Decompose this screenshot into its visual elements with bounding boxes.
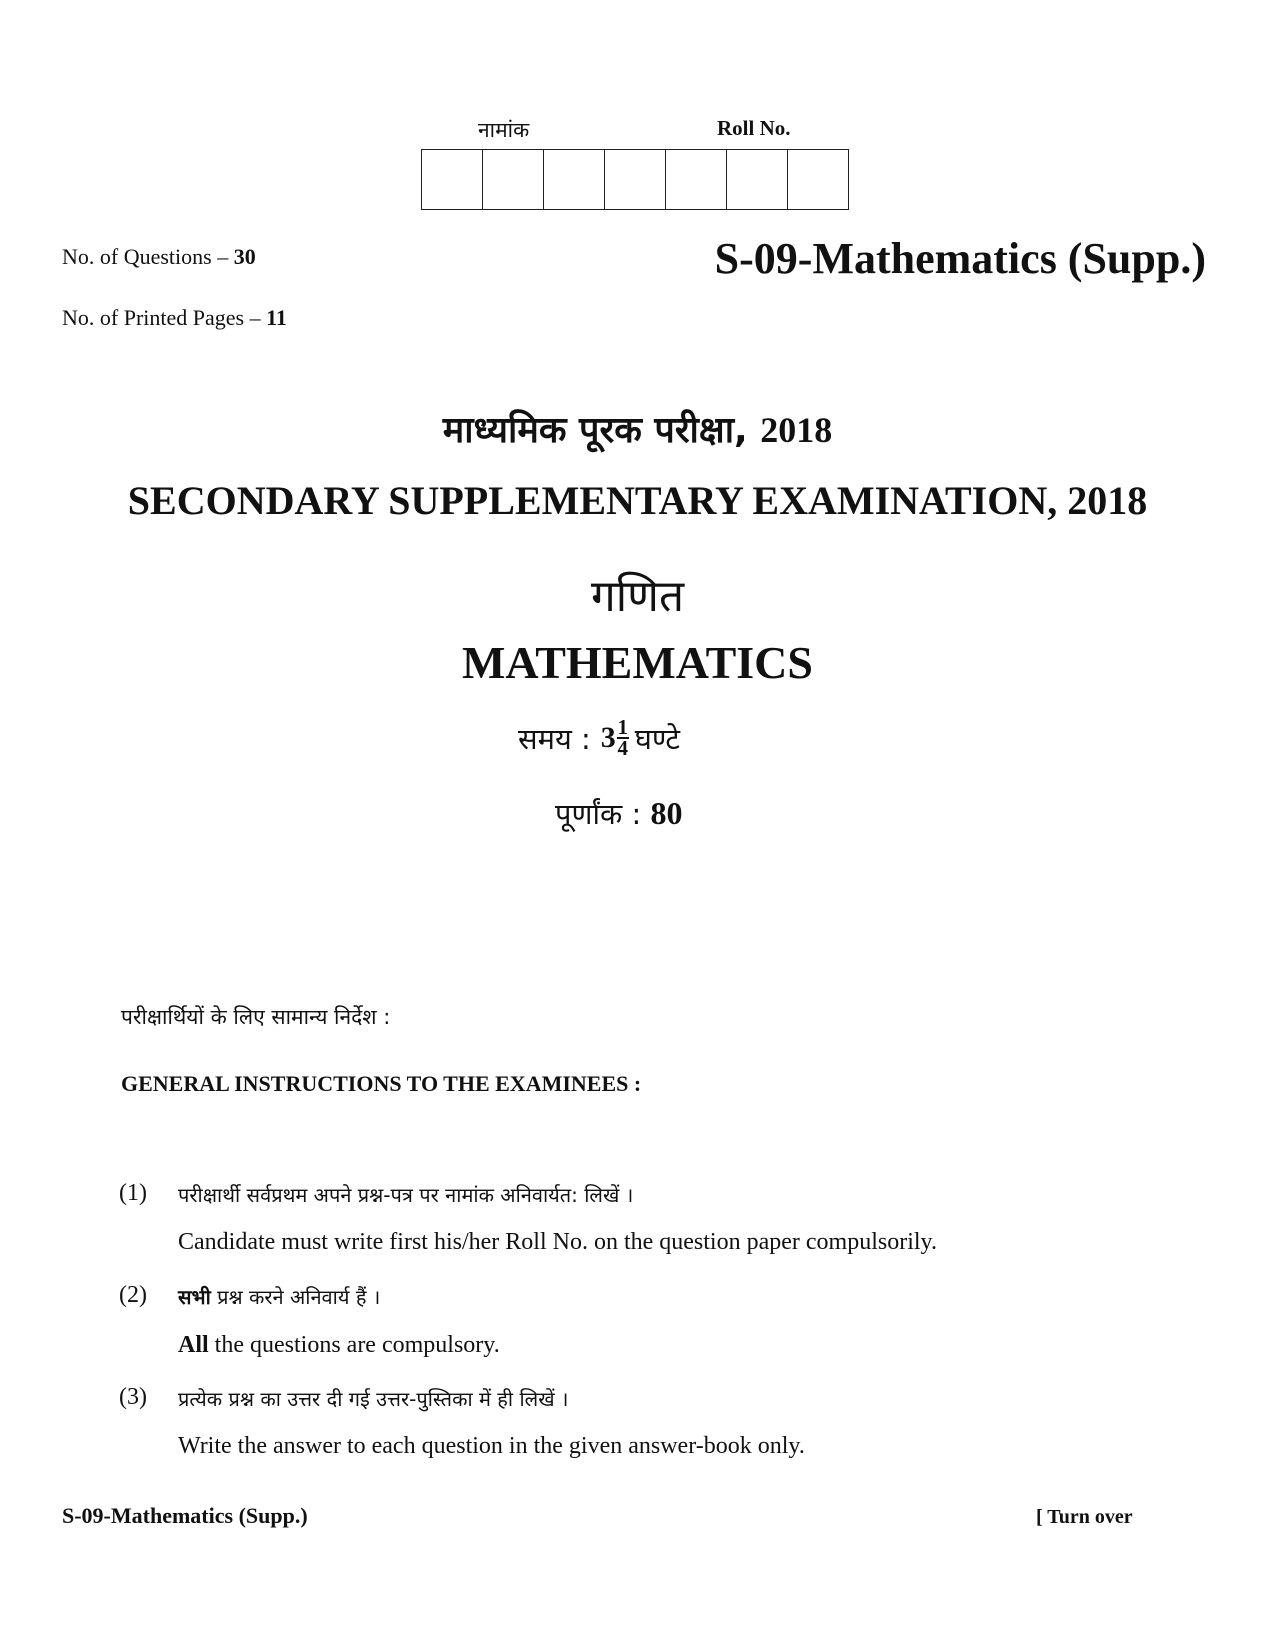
roll-digit-box[interactable] (666, 150, 727, 209)
time-fraction (617, 715, 629, 760)
time-allowed (518, 715, 680, 760)
time-fraction-denominator: 4 (617, 736, 629, 760)
questions-label: No. of Questions – (62, 244, 229, 269)
instruction-number: (2) (119, 1282, 147, 1308)
exam-title-hindi-text: माध्यमिक पूरक परीक्षा, (442, 410, 748, 451)
exam-title-hindi (0, 404, 1275, 453)
roll-digit-box[interactable] (727, 150, 788, 209)
pages-value: 11 (266, 305, 287, 330)
instruction-hindi-rest: प्रश्न करने अनिवार्य हैं । (210, 1285, 381, 1309)
roll-label-hindi: नामांक (478, 118, 530, 142)
time-whole: 3 (600, 721, 616, 754)
questions-value: 30 (233, 244, 256, 269)
instructions-heading-english: GENERAL INSTRUCTIONS TO THE EXAMINEES : (121, 1071, 642, 1096)
roll-digit-box[interactable] (483, 150, 544, 209)
time-label: समय : (518, 721, 591, 756)
marks-label: पूर्णांक : (555, 797, 642, 831)
subject-hindi: गणित (590, 571, 685, 622)
instruction-english: Write the answer to each question in the given answer-book only. (178, 1433, 805, 1459)
instruction-hindi: प्रत्येक प्रश्न का उत्तर दी गई उत्तर-पुस्तिका में ही लिखें । (178, 1387, 569, 1411)
time-unit: घण्टे (634, 721, 680, 756)
roll-number-boxes (421, 149, 849, 210)
pages-count (62, 305, 287, 331)
roll-digit-box[interactable] (544, 150, 605, 209)
instruction-english: Candidate must write first his/her Roll No. on the question paper compulsorily. (178, 1229, 937, 1255)
footer-paper-code: S-09-Mathematics (Supp.) (62, 1503, 308, 1528)
instructions-heading-hindi: परीक्षार्थियों के लिए सामान्य निर्देश : (121, 1005, 391, 1029)
instruction-hindi: परीक्षार्थी सर्वप्रथम अपने प्रश्न-पत्र पर नामांक अनिवार्यत: लिखें । (178, 1183, 634, 1207)
instruction-number: (3) (119, 1384, 147, 1410)
roll-digit-box[interactable] (788, 150, 848, 209)
instruction-number: (1) (119, 1180, 147, 1206)
instruction-english-bold: All (178, 1332, 209, 1358)
max-marks (555, 794, 682, 833)
instruction-hindi (178, 1283, 380, 1310)
turn-over-note: [ Turn over (1036, 1506, 1133, 1528)
subject-english: MATHEMATICS (462, 637, 813, 688)
exam-title-english: SECONDARY SUPPLEMENTARY EXAMINATION, 2018 (127, 478, 1148, 523)
marks-value: 80 (650, 795, 683, 831)
pages-label: No. of Printed Pages – (62, 305, 261, 330)
roll-digit-box[interactable] (605, 150, 666, 209)
roll-label-english: Roll No. (717, 116, 791, 140)
roll-digit-box[interactable] (422, 150, 483, 209)
time-fraction-numerator: 1 (617, 715, 629, 739)
instruction-hindi-bold: सभी (178, 1285, 211, 1309)
exam-title-hindi-year: 2018 (760, 410, 833, 450)
questions-count (62, 244, 256, 270)
instruction-english-rest: the questions are compulsory. (208, 1332, 500, 1358)
instruction-english (178, 1332, 500, 1359)
paper-code: S-09-Mathematics (Supp.) (714, 234, 1206, 283)
